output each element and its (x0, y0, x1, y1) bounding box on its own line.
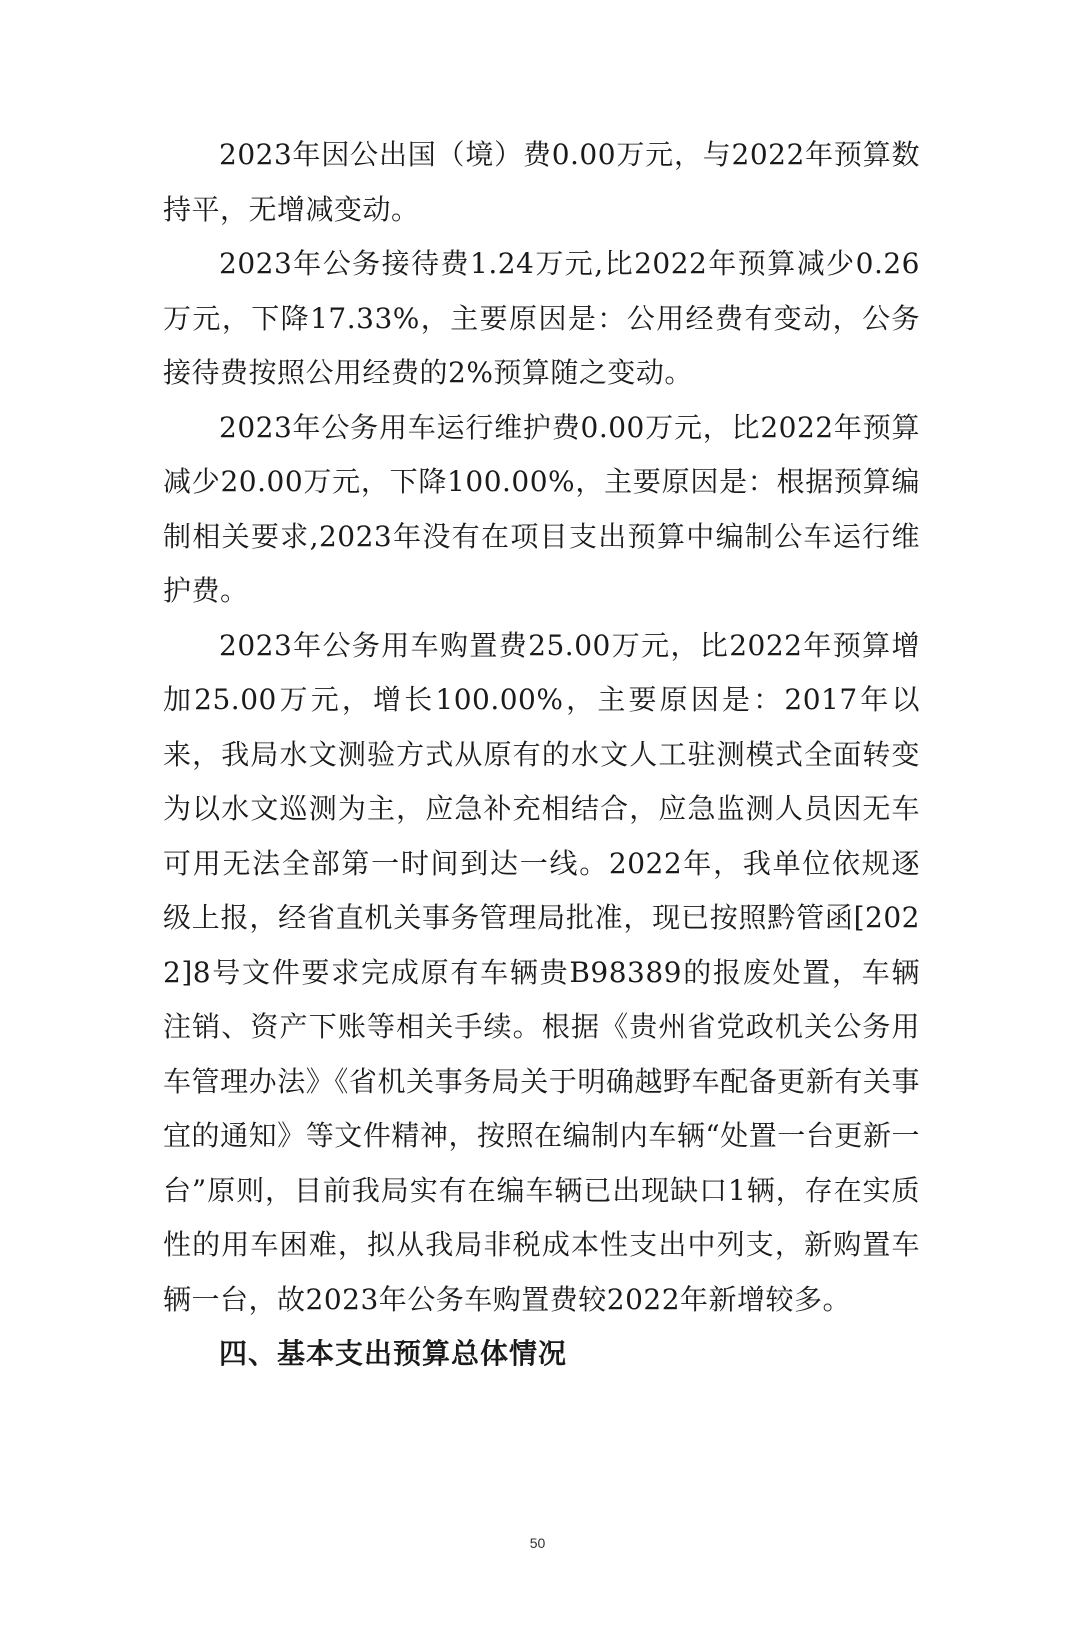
paragraph-reception-expense: 2023年公务接待费1.24万元,比2022年预算减少0.26万元，下降17.33%，主要原因是：公用经费有变动，公务接待费按照公用经费的2%预算随之变动。 (163, 247, 920, 389)
document-body (163, 128, 920, 1382)
paragraph-vehicle-maintenance: 2023年公务用车运行维护费0.00万元，比2022年预算减少20.00万元，下降100.00%，主要原因是：根据预算编制相关要求,2023年没有在项目支出预算中编制公车运行维护费。 (163, 410, 920, 607)
page-number: 50 (529, 1535, 546, 1551)
section-heading: 四、基本支出预算总体情况 (219, 1337, 568, 1370)
paragraph-vehicle-purchase: 2023年公务用车购置费25.00万元，比2022年预算增加25.00万元，增长100.00%，主要原因是：2017年以来，我局水文测验方式从原有的水文人工驻测模式全面转变为以水文巡测为主，应急补充相结合，应急监测人员因无车可用无法全部第一时间到达一线。2022年，我单位依规逐级上报，经省直机关事务管理局批准，现已按照黔管函[2022]8号文件要求完成原有车辆贵B98389的报废处置，车辆注销、资产下账等相关手续。根据《贵州省党政机关公务用车管理办法》《省机关事务局关于明确越野车配备更新有关事宜的通知》等文件精神，按照在编制内车辆“处置一台更新一台”原则，目前我局实有在编车辆已出现缺口1辆，存在实质性的用车困难，拟从我局非税成本性支出中列支，新购置车辆一台，故2023年公务车购置费较2022年新增较多。 (163, 628, 920, 1316)
paragraph-overseas-travel: 2023年因公出国（境）费0.00万元，与2022年预算数持平，无增减变动。 (163, 138, 920, 226)
